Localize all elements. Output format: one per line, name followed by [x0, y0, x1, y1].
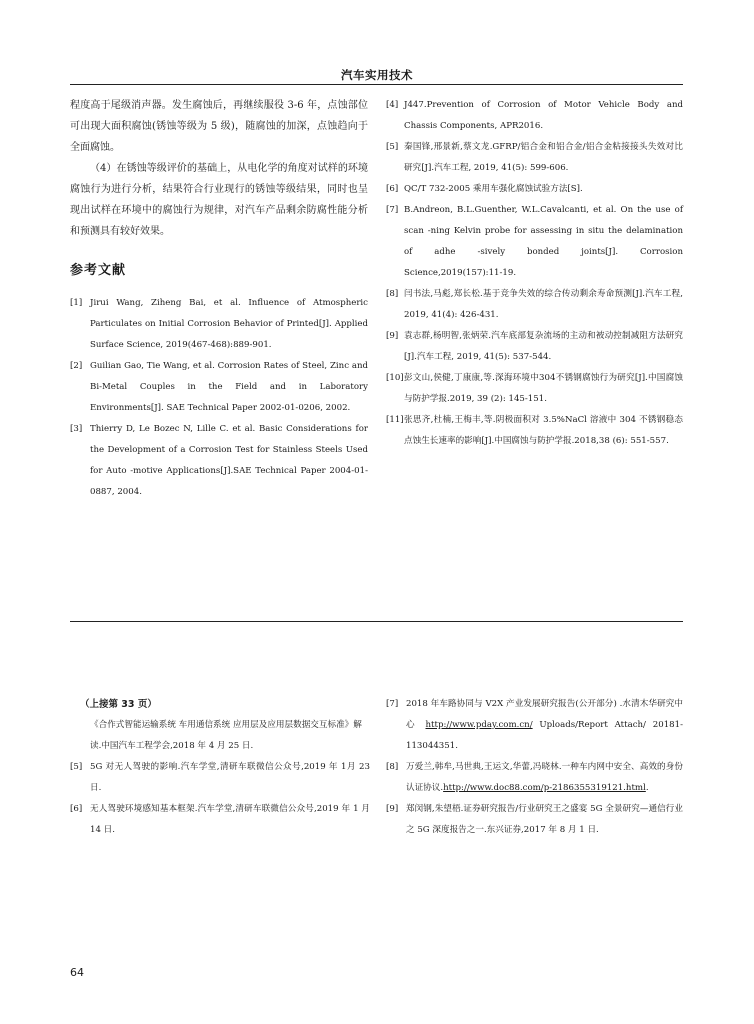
- reference-text: 5G 对无人驾驶的影响.汽车学堂,清研车联微信公众号,2019 年 1月 23 日.: [90, 762, 370, 793]
- reference-number: [8]: [386, 289, 399, 299]
- reference-item: [386, 368, 683, 410]
- body-paragraph-1: 程度高于尾级消声器。发生腐蚀后，再继续服役 3-6 年，点蚀部位可出现大面积腐蚀(锈蚀等级为 5 级)，随腐蚀的加深，点蚀趋向于全面腐蚀。: [70, 100, 368, 153]
- reference-item: [70, 356, 368, 419]
- reference-number: [5]: [386, 142, 399, 152]
- reference-text: QC/T 732-2005 乘用车强化腐蚀试验方法[S].: [404, 184, 583, 194]
- reference-text-tail: Uploads/Report Attach/ 20181-113044351.: [406, 720, 684, 751]
- references-list-right: [386, 95, 683, 452]
- reference-item: [386, 694, 683, 757]
- reference-text: 秦国锋,邢景新,蔡文龙.GFRP/铝合金和铝合金/铝合金粘接接头失效对比研究[J].汽车工程, 2019, 41(5): 599-606.: [404, 142, 683, 173]
- reference-text: Guilian Gao, Tie Wang, et al. Corrosion Rates of Steel, Zinc and Bi-Metal Couples in the Field and in Laboratory Environments[J]. SAE Technical Paper 2002-01-0206, 2002.: [90, 361, 368, 413]
- reference-number: [9]: [386, 331, 399, 341]
- reference-text-tail: .: [645, 783, 649, 793]
- reference-number: [1]: [70, 298, 83, 308]
- header-divider: [70, 84, 683, 85]
- reference-text: 闫书法,马彪,郑长松.基于竞争失效的综合传动剩余寿命预测[J].汽车工程, 2019, 41(4): 426-431.: [404, 289, 683, 320]
- reference-number: [7]: [386, 205, 399, 215]
- reference-text: 无人驾驶环境感知基本框架.汽车学堂,清研车联微信公众号,2019 年 1 月 14 日.: [90, 804, 370, 835]
- reference-number: [2]: [70, 361, 83, 371]
- reference-text: 2018 年车路协同与 V2X 产业发展研究报告(公开部分) .水清木华研究中心: [406, 699, 683, 730]
- left-column: [70, 95, 368, 503]
- right-column: [386, 95, 683, 452]
- body-paragraph-2: （4）在锈蚀等级评价的基础上，从电化学的角度对试样的环境腐蚀行为进行分析，结果符合行业现行的锈蚀等级结果，同时也呈现出试样在环境中的腐蚀行为规律，对汽车产品剩余防腐性能分析和预测具有较好效果。: [70, 163, 368, 237]
- reference-link[interactable]: http://www.pday.com.cn/: [425, 720, 533, 730]
- reference-number: [5]: [70, 762, 83, 772]
- reference-number: [8]: [386, 762, 399, 772]
- reference-item: [70, 799, 370, 841]
- reference-item: [70, 293, 368, 356]
- reference-number: [10]: [386, 373, 404, 383]
- reference-text: Jirui Wang, Ziheng Bai, et al. Influence of Atmospheric Particulates on Initial Corrosion Behavior of Printed[J]. Applied Surface Science, 2019(467-468):889-901.: [90, 298, 368, 350]
- reference-link[interactable]: http://www.doc88.com/p-2186355319121.html: [443, 783, 646, 793]
- reference-number: [6]: [70, 804, 83, 814]
- reference-number: [11]: [386, 415, 404, 425]
- reference-text: 张思齐,杜楠,王梅丰,等.阴极面积对 3.5%NaCl 溶液中 304 不锈钢稳态点蚀生长速率的影响[J].中国腐蚀与防护学报.2018,38 (6): 551-557.: [404, 415, 683, 446]
- journal-header-title: 汽车实用技术: [341, 68, 413, 82]
- references-list-left: [70, 293, 368, 503]
- reference-number: [6]: [386, 184, 399, 194]
- continued-right-column: [386, 694, 683, 841]
- reference-text: 彭文山,侯健,丁康康,等.深海环境中304不锈钢腐蚀行为研究[J].中国腐蚀与防护学报.2019, 39 (2): 145-151.: [404, 373, 683, 404]
- continued-references-right: [386, 694, 683, 841]
- reference-text: 万爱兰,韩牟,马世典,王运文,华蕾,冯晓林.一种车内网中安全、高效的身份认证协议.: [406, 762, 683, 793]
- reference-item: [386, 137, 683, 179]
- reference-number: [7]: [386, 699, 399, 709]
- reference-item: [386, 410, 683, 452]
- reference-item: [386, 326, 683, 368]
- reference-number: [3]: [70, 424, 83, 434]
- reference-item: [386, 799, 683, 841]
- reference-text: Thierry D, Le Bozec N, Lille C. et al. Basic Considerations for the Development of a Corrosion Test for Stainless Steels Used for Auto -motive Applications[J].SAE Technical Paper 2004-01-0887, 2004.: [90, 424, 368, 497]
- reference-text: 郑闵钢,朱望梧.证券研究报告/行业研究王之盛宴 5G 全景研究—通信行业之 5G 深度报告之一.东兴证券,2017 年 8 月 1 日.: [406, 804, 683, 835]
- page-number: 64: [70, 966, 84, 979]
- reference-number: [9]: [386, 804, 399, 814]
- reference-item: [70, 757, 370, 799]
- reference-item: [386, 757, 683, 799]
- section-divider: [70, 621, 683, 622]
- continued-references-left: [70, 757, 370, 841]
- reference-text: 袁志群,杨明智,张炳荣.汽车底部复杂流场的主动和被动控制减阻方法研究[J].汽车工程, 2019, 41(5): 537-544.: [404, 331, 683, 362]
- reference-item: [386, 284, 683, 326]
- reference-item: [70, 419, 368, 503]
- continued-from-note: （上接第 33 页）: [80, 699, 157, 710]
- reference-text: B.Andreon, B.L.Guenther, W.L.Cavalcanti, et al. On the use of scan -ning Kelvin probe for assessing in situ the delamination of adhe -sively bonded joints[J]. Corrosion Science,2019(157):11-19.: [404, 205, 683, 278]
- continued-reference-text: 《合作式智能运输系统 车用通信系统 应用层及应用层数据交互标准》解读.中国汽车工程学会,2018 年 4 月 25 日.: [90, 720, 362, 751]
- reference-item: [386, 95, 683, 137]
- reference-item: [386, 179, 683, 200]
- reference-item: [386, 200, 683, 284]
- continued-left-column: [70, 694, 370, 841]
- reference-text: J447.Prevention of Corrosion of Motor Vehicle Body and Chassis Components, APR2016.: [404, 100, 683, 131]
- references-heading: 参考文献: [70, 263, 127, 278]
- reference-number: [4]: [386, 100, 399, 110]
